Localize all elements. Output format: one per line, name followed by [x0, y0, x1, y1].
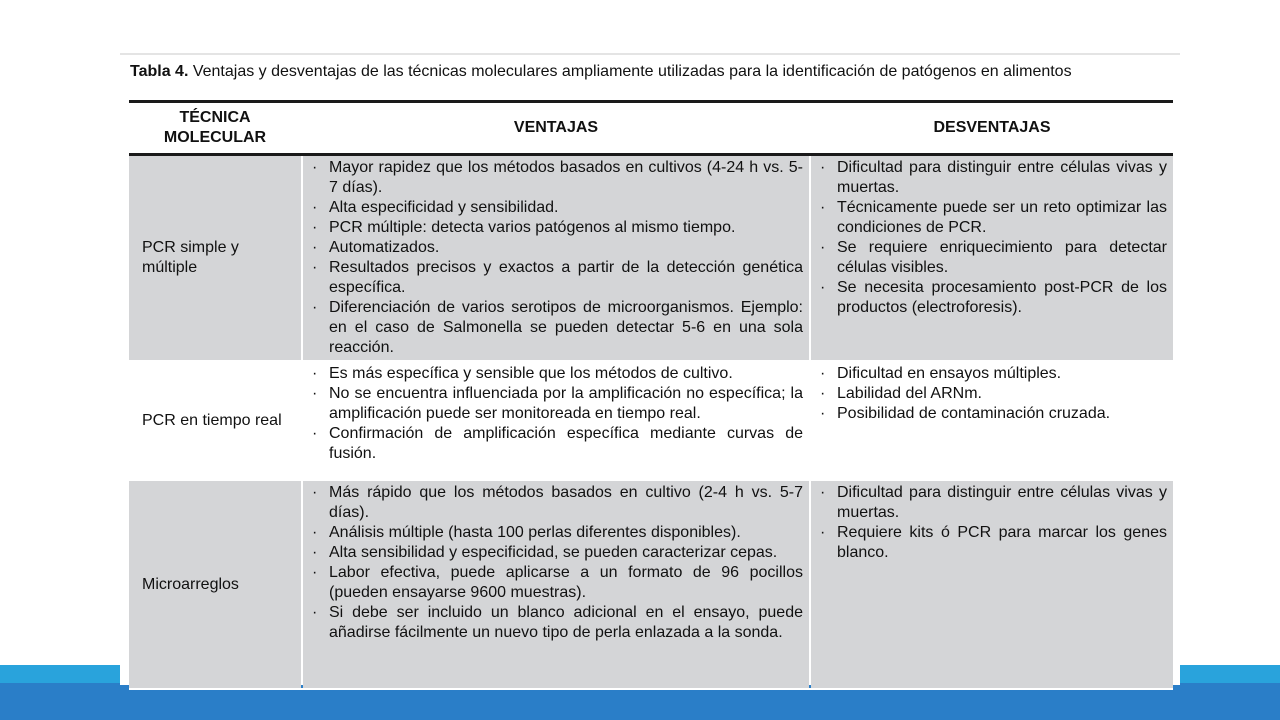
disadvantages-list: [811, 362, 1173, 424]
technique-name: PCR en tiempo real: [142, 411, 282, 429]
list-item: · Se requiere enriquecimiento para detectar células visibles.: [811, 238, 1173, 278]
technique-name: Microarreglos: [142, 575, 239, 593]
list-item: · Si debe ser incluido un blanco adicional en el ensayo, puede añadirse fácilmente un nuevo tipo de perla enlazada a la sonda.: [303, 603, 809, 643]
list-item: · Alta especificidad y sensibilidad.: [303, 198, 809, 218]
list-item: · Confirmación de amplificación específica mediante curvas de fusión.: [303, 424, 809, 464]
list-item: · PCR múltiple: detecta varios patógenos al mismo tiempo.: [303, 218, 809, 238]
technique-cell: [129, 156, 301, 360]
advantages-cell: [303, 156, 809, 360]
advantages-list: [303, 156, 809, 358]
table-row: [129, 481, 1173, 690]
advantages-list: [303, 362, 809, 464]
list-item: · Diferenciación de varios serotipos de microorganismos. Ejemplo: en el caso de Salmonella se pueden detectar 5-6 en una sola reacción.: [303, 298, 809, 358]
table-row: [129, 362, 1173, 481]
disadvantages-cell: [811, 362, 1173, 479]
disadvantages-list: [811, 481, 1173, 563]
disadvantages-list: [811, 156, 1173, 318]
list-item: · Alta sensibilidad y especificidad, se pueden caracterizar cepas.: [303, 543, 809, 563]
advantages-cell: [303, 362, 809, 479]
list-item: · Dificultad para distinguir entre células vivas y muertas.: [811, 158, 1173, 198]
advantages-cell: [303, 481, 809, 688]
technique-name: PCR simple y múltiple: [142, 239, 239, 276]
list-item: · Más rápido que los métodos basados en cultivo (2-4 h vs. 5-7 días).: [303, 483, 809, 523]
table-row: [129, 156, 1173, 362]
list-item: · Dificultad en ensayos múltiples.: [811, 364, 1173, 384]
list-item: · Labilidad del ARNm.: [811, 384, 1173, 404]
caption-text: Ventajas y desventajas de las técnicas moleculares ampliamente utilizadas para la identificación de patógenos en alimentos: [188, 63, 1072, 80]
list-item: · Labor efectiva, puede aplicarse a un formato de 96 pocillos (pueden ensayarse 9600 muestras).: [303, 563, 809, 603]
table-caption: [130, 63, 1180, 81]
header-technique: [129, 103, 301, 153]
list-item: · Análisis múltiple (hasta 100 perlas diferentes disponibles).: [303, 523, 809, 543]
list-item: · Se necesita procesamiento post-PCR de los productos (electroforesis).: [811, 278, 1173, 318]
list-item: · Posibilidad de contaminación cruzada.: [811, 404, 1173, 424]
header-disadvantages: [811, 103, 1173, 153]
technique-cell: [129, 481, 301, 688]
list-item: · Mayor rapidez que los métodos basados en cultivos (4-24 h vs. 5-7 días).: [303, 158, 809, 198]
disadvantages-cell: [811, 481, 1173, 688]
table-header-row: [129, 103, 1173, 156]
header-technique-label: TÉCNICA MOLECULAR: [163, 109, 267, 146]
list-item: · Automatizados.: [303, 238, 809, 258]
list-item: · Dificultad para distinguir entre células vivas y muertas.: [811, 483, 1173, 523]
comparison-table: [129, 100, 1173, 690]
disadvantages-cell: [811, 156, 1173, 360]
list-item: · No se encuentra influenciada por la amplificación no específica; la amplificación puede ser monitoreada en tiempo real.: [303, 384, 809, 424]
header-advantages: [303, 103, 809, 153]
header-disadvantages-label: DESVENTAJAS: [933, 119, 1051, 136]
caption-label: Tabla 4.: [130, 63, 189, 80]
list-item: · Técnicamente puede ser un reto optimizar las condiciones de PCR.: [811, 198, 1173, 238]
header-advantages-label: VENTAJAS: [513, 119, 599, 136]
advantages-list: [303, 481, 809, 643]
list-item: · Resultados precisos y exactos a partir de la detección genética específica.: [303, 258, 809, 298]
list-item: · Es más específica y sensible que los métodos de cultivo.: [303, 364, 809, 384]
technique-cell: [129, 362, 301, 479]
document-page: [120, 53, 1180, 685]
list-item: · Requiere kits ó PCR para marcar los genes blanco.: [811, 523, 1173, 563]
